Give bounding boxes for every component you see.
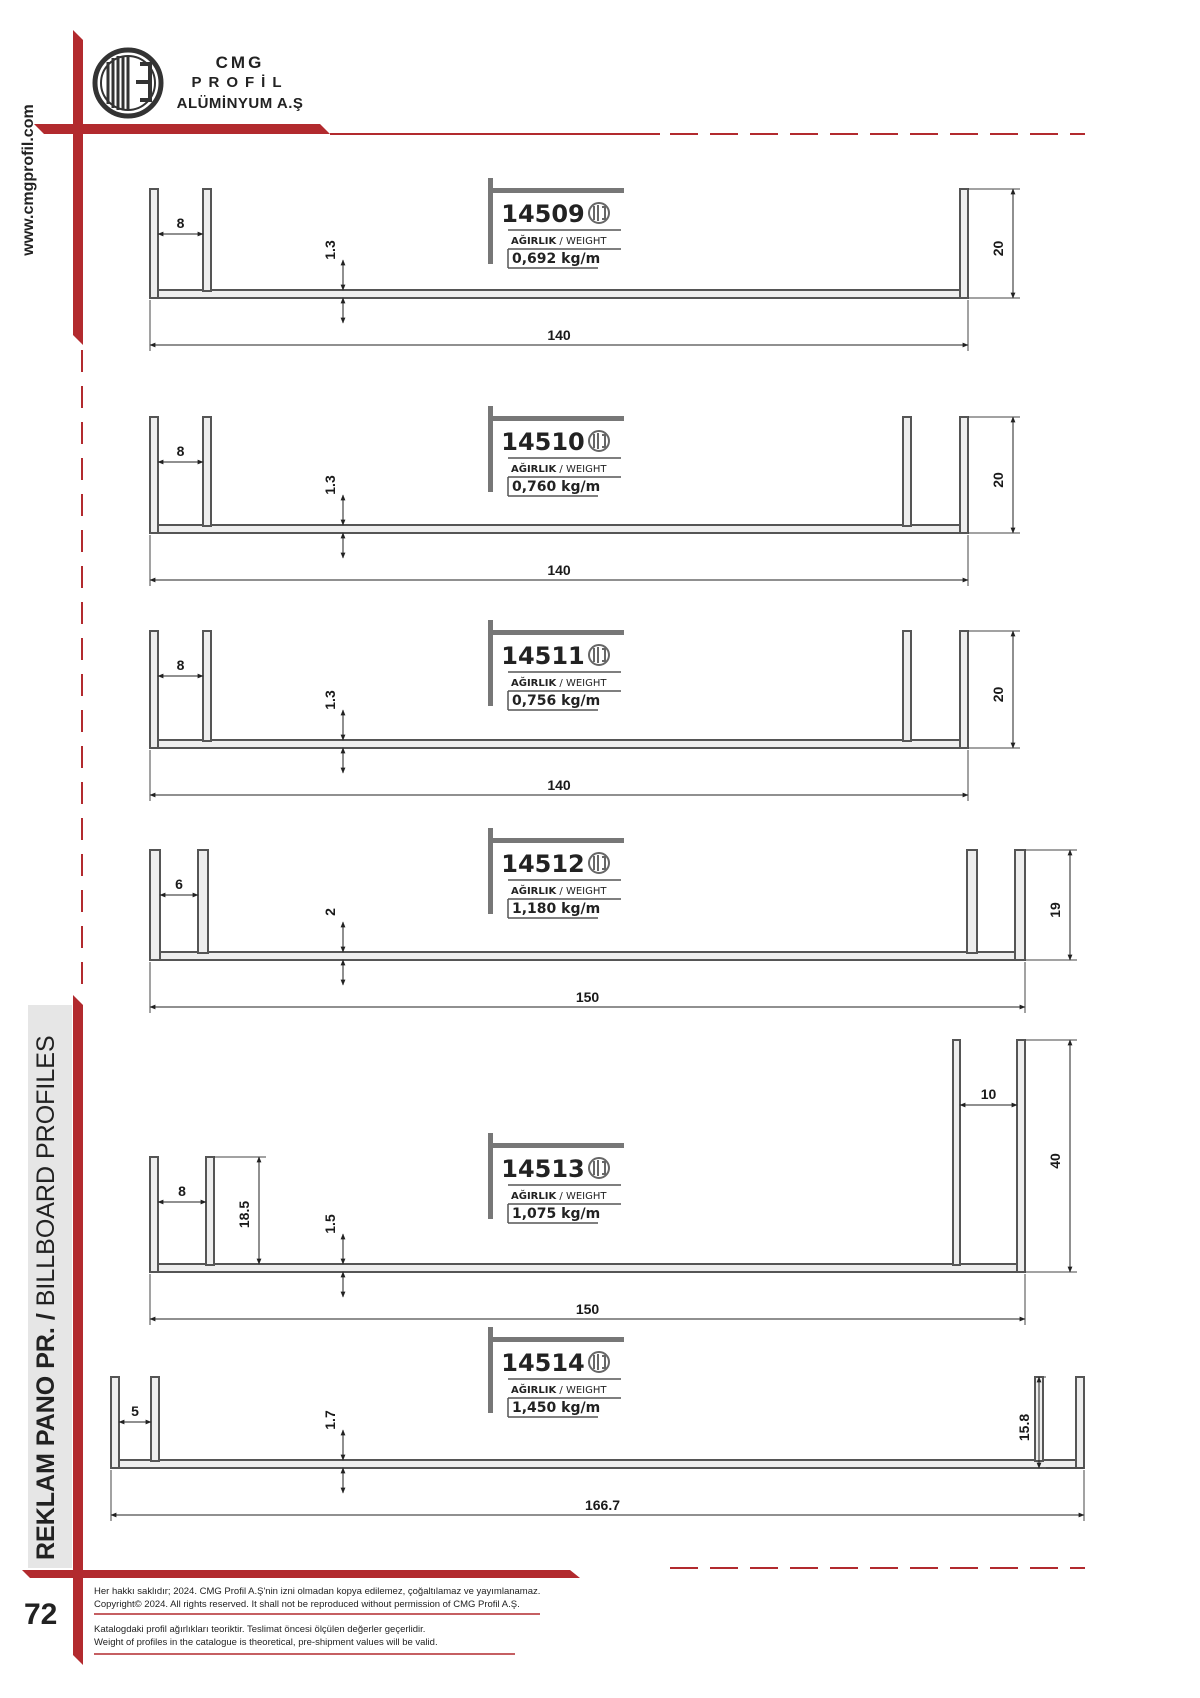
weight-label-en: / WEIGHT [556, 886, 607, 897]
brand-line-2: PROFİL [191, 74, 289, 91]
thickness-value: 1.7 [322, 1410, 338, 1430]
profile-code: 14511 [501, 642, 585, 670]
footer-copyright-en: Copyright© 2024. All rights reserved. It shall not be reproduced without permission of CMG Profil A.Ş. [94, 1599, 520, 1610]
width-value: 140 [547, 327, 571, 343]
thickness-value: 1.5 [322, 1214, 338, 1234]
profile-base [150, 952, 1025, 960]
profile-wall [111, 1377, 119, 1468]
profile-wall [960, 189, 968, 298]
weight-label-tr: AĞIRLIK [511, 886, 557, 897]
profile-base [150, 525, 968, 533]
brand-line-3: ALÜMİNYUM A.Ş [176, 95, 304, 112]
label-side-bar [488, 406, 493, 492]
profile-wall [953, 1040, 960, 1265]
footer-copyright-tr: Her hakkı saklıdır; 2024. CMG Profil A.Ş'nin izni olmadan kopya edilemez, çoğaltılamaz ve yayımlanamaz. [94, 1586, 541, 1597]
label-side-bar [488, 1327, 493, 1413]
weight-label [511, 1383, 607, 1396]
weight-value: 0,760 kg/m [512, 479, 601, 495]
profile-code: 14514 [501, 1349, 585, 1377]
label-top-bar [488, 630, 624, 635]
profile-14512 [150, 828, 1077, 1013]
label-side-bar [488, 178, 493, 264]
page-number: 72 [24, 1598, 58, 1631]
profile-14510 [150, 406, 1020, 586]
profile-wall [967, 850, 977, 953]
profile-label [488, 1133, 624, 1223]
footer-note-tr: Katalogdaki profil ağırlıkları teoriktir. Teslimat öncesi ölçülen değerler geçerlidir. [94, 1624, 426, 1635]
profile-wall [203, 417, 211, 526]
profile-wall [903, 417, 911, 526]
profile-code: 14510 [501, 428, 585, 456]
profile-wall [960, 417, 968, 533]
width-value: 140 [547, 562, 571, 578]
weight-value: 0,756 kg/m [512, 693, 601, 709]
profile-code: 14509 [501, 200, 585, 228]
profile-wall [1017, 1040, 1025, 1272]
profile-wall [1076, 1377, 1084, 1468]
weight-value: 1,450 kg/m [512, 1400, 601, 1416]
label-top-bar [488, 416, 624, 421]
profile-wall [150, 189, 158, 298]
channel-left-value: 8 [176, 215, 185, 231]
profile-wall [203, 189, 211, 291]
weight-label-tr: AĞIRLIK [511, 678, 557, 689]
profile-base [150, 740, 968, 748]
thickness-value: 2 [322, 908, 338, 916]
profile-label [488, 178, 624, 268]
weight-label-en: / WEIGHT [556, 1385, 607, 1396]
label-side-bar [488, 1133, 493, 1219]
profile-wall [198, 850, 208, 953]
thickness-value: 1.3 [322, 240, 338, 260]
profile-wall [150, 631, 158, 748]
height-value: 40 [1047, 1153, 1063, 1169]
label-top-bar [488, 188, 624, 193]
label-top-bar [488, 1143, 624, 1148]
profile-wall [203, 631, 211, 741]
height-value: 20 [990, 240, 1006, 257]
height-value: 20 [990, 472, 1006, 488]
profile-base [150, 290, 968, 298]
profile-wall [206, 1157, 214, 1265]
width-value: 150 [575, 1301, 600, 1317]
weight-label [511, 234, 607, 247]
cmg-logo [95, 50, 161, 116]
weight-label-en: / WEIGHT [556, 678, 607, 689]
height-value: 19 [1047, 902, 1063, 918]
weight-label-tr: AĞIRLIK [511, 1191, 557, 1202]
profile-label [488, 1327, 624, 1417]
profile-code: 14512 [501, 850, 585, 878]
page-frame [22, 30, 1085, 1665]
profile-wall [960, 631, 968, 748]
channel-left-value: 8 [178, 1183, 186, 1199]
height-value: 15.8 [1016, 1413, 1032, 1442]
profile-label [488, 620, 624, 710]
profile-wall [1015, 850, 1025, 960]
profile-code: 14513 [501, 1155, 585, 1183]
weight-label [511, 884, 607, 897]
channel-left-value: 5 [131, 1403, 139, 1419]
cmg-mini-logo-icon [589, 431, 609, 451]
section-title [32, 1035, 62, 1560]
profile-wall [150, 850, 160, 960]
profile-14513 [150, 1040, 1077, 1325]
weight-value: 0,692 kg/m [512, 251, 601, 267]
profile-wall [150, 1157, 158, 1272]
weight-label-tr: AĞIRLIK [511, 1385, 557, 1396]
cmg-mini-logo-icon [589, 645, 609, 665]
channel-left-value: 8 [176, 443, 185, 459]
profile-14511 [150, 620, 1020, 801]
profile-base [111, 1460, 1084, 1468]
width-value: 150 [575, 989, 600, 1005]
weight-label-tr: AĞIRLIK [511, 464, 557, 475]
width-value: 166.7 [584, 1497, 621, 1513]
section-title-en: BILLBOARD PROFILES [32, 1035, 60, 1314]
section-title-tr: REKLAM PANO PR. / [32, 1313, 60, 1560]
profile-label [488, 828, 624, 918]
label-side-bar [488, 620, 493, 706]
label-top-bar [488, 838, 624, 843]
label-side-bar [488, 828, 493, 914]
channel-left-value: 6 [175, 876, 183, 892]
profile-wall [903, 631, 911, 741]
footer-note-en: Weight of profiles in the catalogue is theoretical, pre-shipment values will be valid. [94, 1637, 438, 1648]
channel-left-value: 8 [176, 657, 185, 673]
cmg-mini-logo-icon [589, 203, 609, 223]
profile-wall [151, 1377, 159, 1461]
weight-label [511, 462, 607, 475]
weight-label-tr: AĞIRLIK [511, 236, 557, 247]
label-top-bar [488, 1337, 624, 1342]
weight-label-en: / WEIGHT [556, 236, 607, 247]
weight-label [511, 1189, 607, 1202]
profile-14514 [111, 1327, 1084, 1521]
weight-value: 1,075 kg/m [512, 1206, 601, 1222]
brand-line-1: CMG [215, 53, 265, 72]
weight-label-en: / WEIGHT [556, 464, 607, 475]
width-value: 140 [547, 777, 571, 793]
weight-value: 1,180 kg/m [512, 901, 601, 917]
channel-right-value: 10 [980, 1086, 997, 1102]
cmg-mini-logo-icon [589, 1352, 609, 1372]
profile-14509 [150, 178, 1020, 351]
profile-wall [150, 417, 158, 533]
profile-base [150, 1264, 1025, 1272]
left-height-value: 18.5 [236, 1200, 252, 1229]
website-url[interactable]: www.cmgprofil.com [20, 104, 37, 256]
weight-label-en: / WEIGHT [556, 1191, 607, 1202]
profile-label [488, 406, 624, 496]
weight-label [511, 676, 607, 689]
cmg-mini-logo-icon [589, 853, 609, 873]
cmg-mini-logo-icon [589, 1158, 609, 1178]
thickness-value: 1.3 [322, 690, 338, 710]
thickness-value: 1.3 [322, 475, 338, 495]
height-value: 20 [990, 686, 1006, 703]
